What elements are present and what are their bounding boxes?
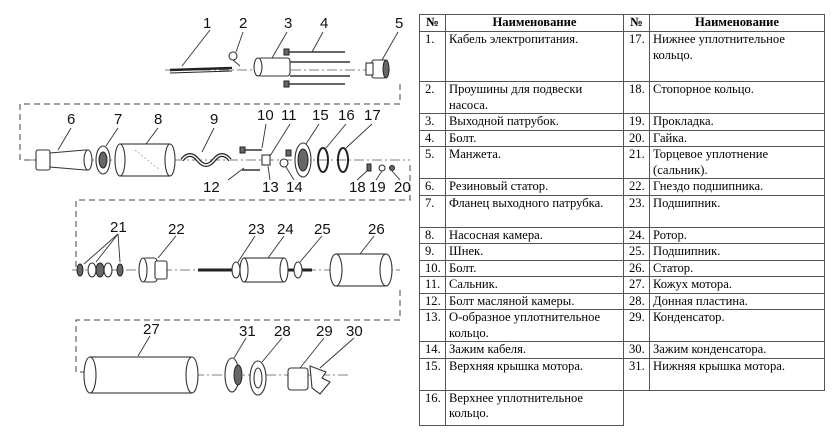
table-header-row [420, 15, 825, 32]
part-1-power-cable [170, 68, 232, 73]
row-name: Прокладка. [650, 114, 825, 131]
row-num: 13. [420, 310, 446, 342]
header-num-left: № [420, 15, 446, 32]
table-row [420, 130, 825, 147]
part-23-bearing [232, 262, 240, 278]
table-row [420, 358, 825, 390]
row-num: 24. [624, 227, 650, 244]
row-name: Сальник. [446, 277, 624, 294]
part-26-stator [330, 254, 392, 286]
part-28-base-plate [250, 361, 266, 395]
row-name: Шнек. [446, 244, 624, 261]
row-3-assembly [72, 254, 400, 286]
table-row [420, 342, 825, 359]
part-8-pump-chamber [115, 144, 175, 176]
row-num: 16. [420, 390, 446, 425]
row-num: 21. [624, 147, 650, 179]
callout-11: 11 [281, 107, 297, 124]
row-num: 5. [420, 147, 446, 179]
table-row [420, 293, 825, 310]
callout-25: 25 [314, 221, 331, 238]
row-name: Кабель электропитания. [446, 32, 624, 82]
callout-17: 17 [364, 107, 381, 124]
row-name: Болт. [446, 260, 624, 277]
part-22-bearing-seat [139, 258, 167, 282]
callout-2: 2 [239, 15, 248, 32]
part-24-rotor [198, 258, 312, 282]
table-row [420, 32, 825, 82]
row-num: 28. [624, 293, 650, 310]
row-name: Нижнее уплотнительное кольцо. [650, 32, 825, 82]
table-row [420, 147, 825, 179]
table-row [420, 195, 825, 227]
row-num: 19. [624, 114, 650, 131]
callout-23: 23 [248, 221, 265, 238]
table-row [420, 260, 825, 277]
row-name: Насосная камера. [446, 227, 624, 244]
callout-10: 10 [257, 107, 274, 124]
row-num: 9. [420, 244, 446, 261]
row-num: 22. [624, 179, 650, 196]
row-num: 2. [420, 82, 446, 114]
part-2-eyelets [229, 52, 240, 66]
header-name-left: Наименование [446, 15, 624, 32]
row-num: 8. [420, 227, 446, 244]
part-4-bolts [284, 49, 350, 87]
part-27-motor-casing [84, 357, 198, 393]
row-num: 18. [624, 82, 650, 114]
row-num: 31. [624, 358, 650, 390]
row-name: Проушины для подвески насоса. [446, 82, 624, 114]
part-29-capacitor [288, 368, 308, 390]
row-name: Болт масляной камеры. [446, 293, 624, 310]
part-3-outlet-pipe [254, 58, 290, 76]
row-name: Конденсатор. [650, 310, 825, 342]
row-num: 12. [420, 293, 446, 310]
row-name: Стопорное кольцо. [650, 82, 825, 114]
row-num: 27. [624, 277, 650, 294]
part-15-top-motor-cover [295, 143, 311, 177]
table-row [420, 390, 825, 425]
row-name: Верхнее уплотнительное кольцо. [446, 390, 624, 425]
callout-30: 30 [346, 323, 363, 340]
row-name: Подшипник. [650, 195, 825, 227]
row-1-assembly [165, 49, 390, 87]
row-name: Зажим кабеля. [446, 342, 624, 359]
row-4-assembly [84, 357, 350, 395]
callout-6: 6 [67, 111, 76, 128]
part-7-outlet-flange [96, 146, 110, 174]
row-num: 29. [624, 310, 650, 342]
row-name: Гайка. [650, 130, 825, 147]
callout-27: 27 [143, 321, 160, 338]
row-name: Кожух мотора. [650, 277, 825, 294]
callout-26: 26 [368, 221, 385, 238]
callout-28: 28 [274, 323, 291, 340]
part-30-capacitor-clamp [310, 366, 330, 394]
callout-31: 31 [239, 323, 256, 340]
parts-legend-table [419, 14, 825, 426]
callout-12: 12 [203, 179, 220, 196]
row-name: Нижняя крышка мотора. [650, 358, 825, 390]
table-row [420, 244, 825, 261]
row-num: 26. [624, 260, 650, 277]
callout-21: 21 [110, 219, 127, 236]
row-name: Выходной патрубок. [446, 114, 624, 131]
row-num: 15. [420, 358, 446, 390]
row-num: 17. [624, 32, 650, 82]
part-6-rubber-stator [36, 150, 92, 170]
row-name: О-образное уплотнительное кольцо. [446, 310, 624, 342]
callout-4: 4 [320, 15, 329, 32]
row-name: Фланец выходного патрубка. [446, 195, 624, 227]
row-name: Резиновый статор. [446, 179, 624, 196]
row-num: 1. [420, 32, 446, 82]
part-20-nut [390, 166, 395, 171]
callout-1: 1 [203, 15, 212, 32]
callout-18: 18 [349, 179, 366, 196]
row-num: 4. [420, 130, 446, 147]
row-name: Подшипник. [650, 244, 825, 261]
callout-9: 9 [210, 111, 219, 128]
table-row [420, 277, 825, 294]
row-name: Гнездо подшипника. [650, 179, 825, 196]
row-name: Торцевое уплотнение (сальник). [650, 147, 825, 179]
row-name: Статор. [650, 260, 825, 277]
header-num-right: № [624, 15, 650, 32]
row-num: 14. [420, 342, 446, 359]
callout-16: 16 [338, 107, 355, 124]
callout-3: 3 [284, 15, 293, 32]
leader-lines [58, 30, 400, 368]
row-name: Зажим конденсатора. [650, 342, 825, 359]
part-25-bearing [294, 262, 302, 278]
row-num: 25. [624, 244, 650, 261]
row-name: Донная пластина. [650, 293, 825, 310]
row-num: 7. [420, 195, 446, 227]
table-row [420, 179, 825, 196]
callout-13: 13 [262, 179, 279, 196]
row-num: 10. [420, 260, 446, 277]
part-5-cuff [366, 60, 389, 78]
part-31-bottom-motor-cover [225, 358, 242, 392]
callout-8: 8 [154, 111, 163, 128]
callout-14: 14 [286, 179, 303, 196]
table-row [420, 82, 825, 114]
row-name: Ротор. [650, 227, 825, 244]
row-num: 30. [624, 342, 650, 359]
row-num: 11. [420, 277, 446, 294]
row-num: 6. [420, 179, 446, 196]
header-name-right: Наименование [650, 15, 825, 32]
table-row [420, 227, 825, 244]
callout-22: 22 [168, 221, 185, 238]
row-num: 23. [624, 195, 650, 227]
row-name: Верхняя крышка мотора. [446, 358, 624, 390]
callout-24: 24 [277, 221, 294, 238]
row-num: 3. [420, 114, 446, 131]
row-num: 20. [624, 130, 650, 147]
table-row [420, 310, 825, 342]
callout-15: 15 [312, 107, 329, 124]
table-row [420, 114, 825, 131]
part-19-gasket [379, 165, 385, 171]
parts-10-14-fasteners [240, 147, 291, 170]
callout-5: 5 [395, 15, 404, 32]
callout-19: 19 [369, 179, 386, 196]
row-name: Манжета. [446, 147, 624, 179]
callout-7: 7 [114, 111, 123, 128]
callout-29: 29 [316, 323, 333, 340]
callout-20: 20 [394, 179, 411, 196]
row-name: Болт. [446, 130, 624, 147]
row-2-assembly [30, 143, 410, 177]
empty-cell [624, 390, 825, 425]
